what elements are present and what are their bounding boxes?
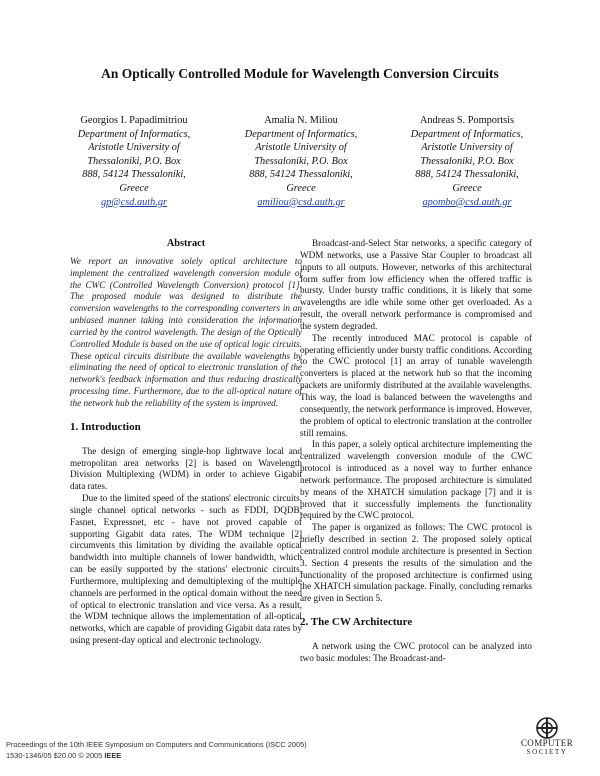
author-name: Andreas S. Pomportsis xyxy=(419,115,515,126)
right-paragraph-4: The paper is organized as follows: The CWC protocol is briefly described in section 2. The proposed solely optical centralized control module architecture is presented in Section 3. Section 4 presents the results of the simulation and the functionality of the proposed architecture is confirmed using the XHATCH simulation package. Finally, concluding remarks are given in Section 5. xyxy=(300,522,532,604)
footer-proceedings: Proceedings of the 10th IEEE Symposium on Computers and Communications (ISCC 2005) xyxy=(6,740,307,749)
author-country: Greece xyxy=(119,182,149,194)
author-univ: Aristotle University of xyxy=(421,142,513,154)
author-city: Thessaloniki, P.O. Box xyxy=(420,155,514,167)
author-3 xyxy=(386,114,548,209)
author-dept: Department of Informatics, xyxy=(410,128,524,140)
author-dept: Department of Informatics, xyxy=(77,128,191,140)
left-column xyxy=(70,238,302,647)
right-column xyxy=(300,238,532,665)
author-zip: 888, 54124 Thessaloniki, xyxy=(82,169,186,181)
section-2-paragraph-1: A network using the CWC protocol can be analyzed into two basic modules: The Broadcast-and- xyxy=(300,641,532,663)
author-city: Thessaloniki, P.O. Box xyxy=(87,155,181,167)
author-city: Thessaloniki, P.O. Box xyxy=(254,155,348,167)
author-univ: Aristotle University of xyxy=(255,142,347,154)
author-dept: Department of Informatics, xyxy=(244,128,358,140)
abstract-heading: Abstract xyxy=(166,238,206,249)
paper-title: An Optically Controlled Module for Wavelength Conversion Circuits xyxy=(101,66,499,81)
author-email-link[interactable]: amiliou@csd.auth.gr xyxy=(257,196,345,208)
author-email-link[interactable]: gp@csd.auth.gr xyxy=(100,196,168,208)
author-2 xyxy=(220,114,382,209)
right-paragraph-1: Broadcast-and-Select Star networks, a specific category of WDM networks, use a Passive Star Coupler to broadcast all inputs to all outputs. However, networks of this architectural form suffer from low efficiency when the offered traffic is bursty. Under bursty traffic conditions, it is likely that some wavelengths are idle while some other get overloaded. As a result, the overall network performance is compromised and the system degraded. xyxy=(300,238,532,331)
footer-issn-line xyxy=(6,751,307,762)
author-name: Amalia N. Miliou xyxy=(264,115,338,126)
footer-issn: 1530-1346/05 $20.00 © 2005 xyxy=(6,750,103,760)
author-zip: 888, 54124 Thessaloniki, xyxy=(249,169,353,181)
logo-text-society: SOCIETY xyxy=(526,748,568,756)
intro-paragraph-1: The design of emerging single-hop lightwave local and metropolitan area networks [2] is based on Wavelength Division Multiplexing (WDM) in order to achieve Gigabit data rates. xyxy=(70,445,302,492)
section-2-heading: 2. The CW Architecture xyxy=(300,616,413,629)
author-name: Georgios I. Papadimitriou xyxy=(80,115,188,126)
footer-ieee: IEEE xyxy=(104,750,122,760)
author-1 xyxy=(53,114,215,209)
section-1-heading: 1. Introduction xyxy=(70,420,141,433)
right-paragraph-2: The recently introduced MAC protocol is capable of operating efficiently under bursty traffic conditions. According to the CWC protocol [1] an array of tunable wavelength converters is placed at the network hub so that the incoming packets are uniformly distributed at the available wavelengths. This way, the load is balanced between the wavelengths and consequently, the network performance is improved. However, the problem of optical to electronic translation at the controller still remains. xyxy=(300,332,532,438)
logo-text-computer: COMPUTER xyxy=(520,738,574,748)
computer-society-logo xyxy=(514,717,580,769)
author-email-link[interactable]: apombo@csd.auth.gr xyxy=(422,196,512,208)
page-footer xyxy=(6,740,307,761)
author-zip: 888, 54124 Thessaloniki, xyxy=(415,169,519,181)
author-univ: Aristotle University of xyxy=(88,142,180,154)
computer-society-emblem-icon xyxy=(536,717,558,739)
right-paragraph-3: In this paper, a solely optical architecture implementing the centralized wavelength conversion module of the CWC protocol is introduced as a novel way to further enhance network performance. The proposed architecture is simulated by means of the XHATCH simulation package [7] and it is proved that it successfully implements the functionality required by the CWC protocol. xyxy=(300,439,532,521)
author-country: Greece xyxy=(286,182,316,194)
author-country: Greece xyxy=(452,182,482,194)
intro-paragraph-2: Due to the limited speed of the stations' electronic circuits, single channel optical networks - such as FDDI, DQDB, Fasnet, Expressnet, etc - have not proved capable of supporting Gigabit data rates. The WDM technique [2] circumvents this limitation by dividing the available optical bandwidth into multiple channels of lower bandwidth, which can be easily supported by the stations' electronic circuits. Furthermore, multiplexing and demultiplexing of the multiple channels are performed in the optical domain without the need of optical to electronic translation and vice versa. As a result, the WDM technique allows the implementation of all-optical networks, which are capable of providing Gigabit data rates by using present-day optical and electronic technology. xyxy=(70,493,302,646)
abstract-text: We report an innovative solely optical architecture to implement the centralized wavelength conversion module of the CWC (Controlled Wavelength Conversion) protocol [1]. The proposed module was designed to distribute the conversion wavelengths to the corresponding converters in an unbiased manner taking into consideration the information carried by the control wavelength. The design of the Optically Controlled Module is based on the use of optical logic circuits. These optical circuits distribute the available wavelengths by eliminating the need of optical to electronic translation of the network's feedback information and thus reducing drastically processing time. Furthermore, due to the all-optical nature of the network hub the reliability of the system is improved. xyxy=(70,255,302,408)
